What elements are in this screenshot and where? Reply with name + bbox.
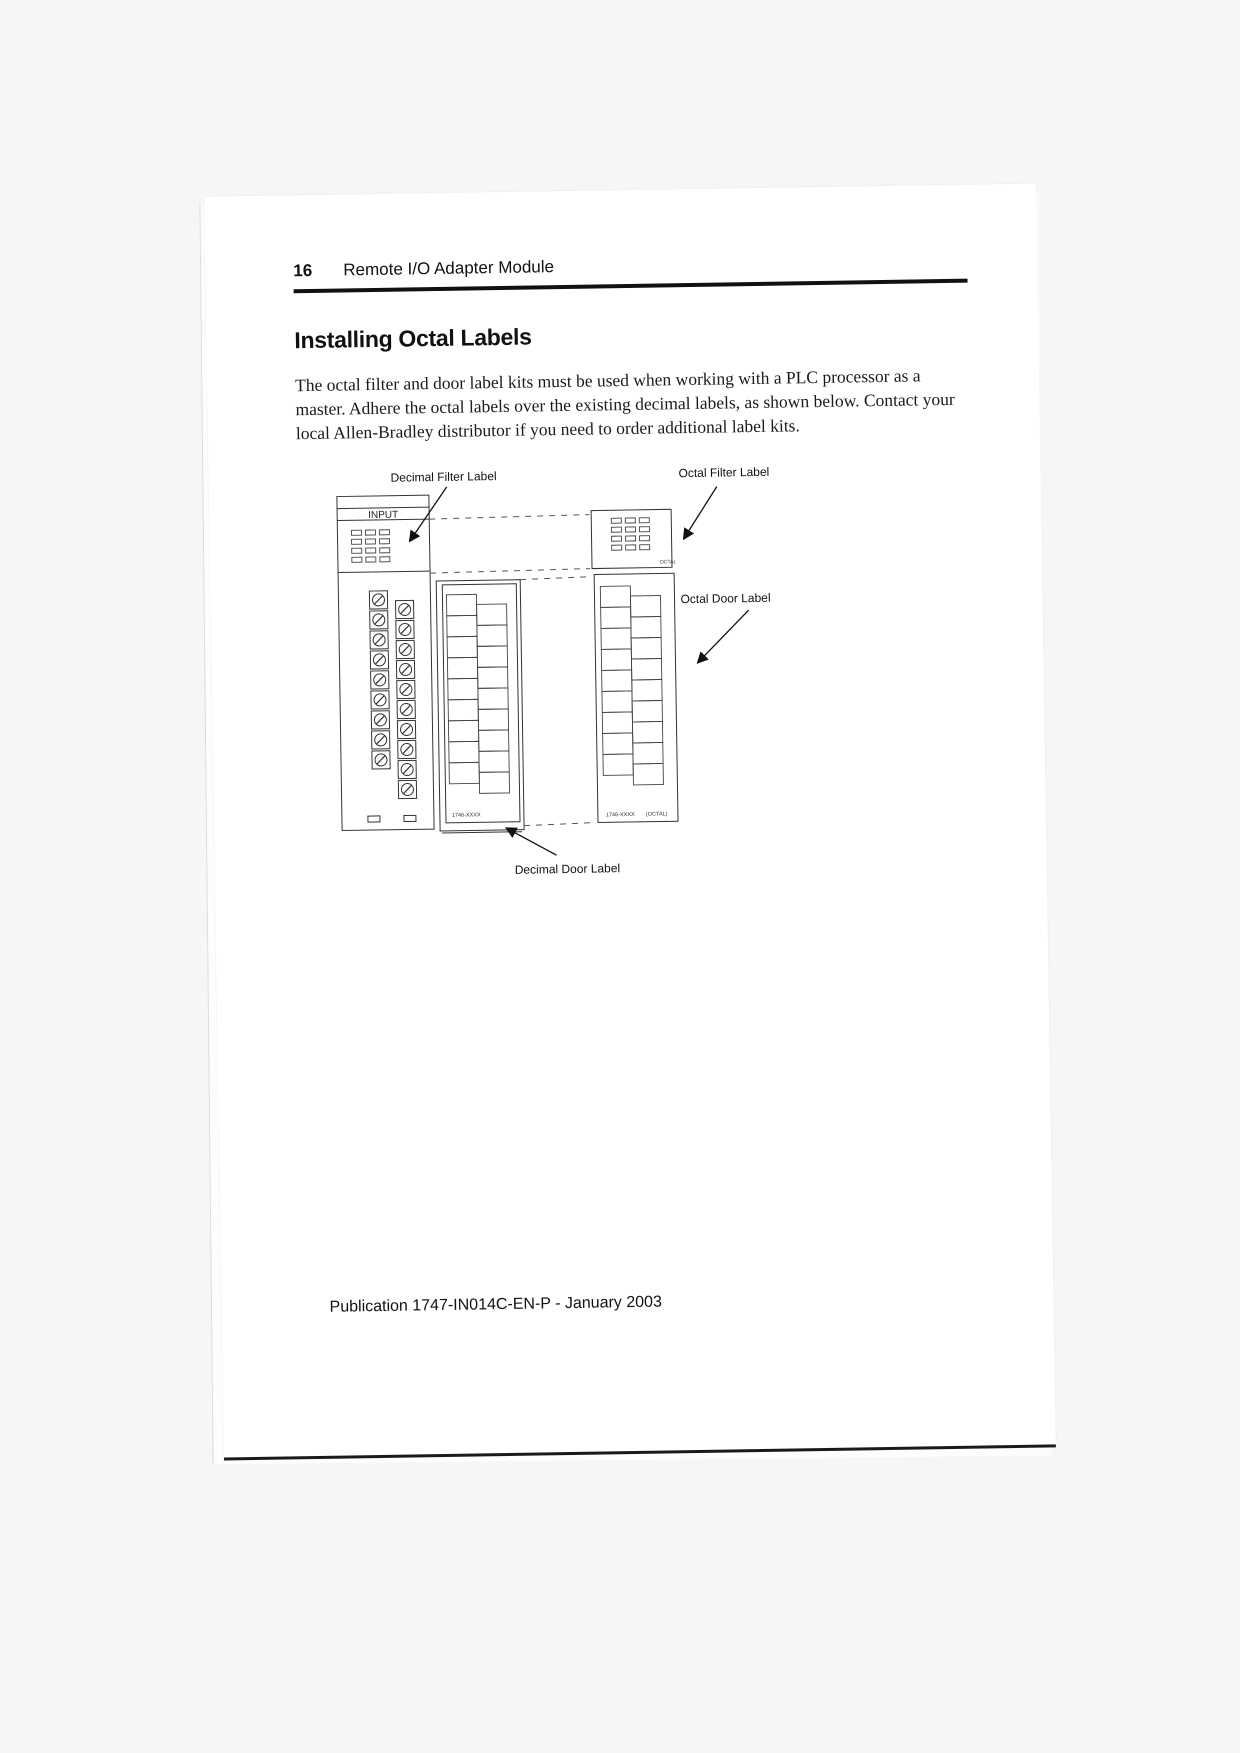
screw-slot bbox=[403, 785, 411, 793]
label-cell bbox=[639, 527, 649, 532]
module-input-text: INPUT bbox=[368, 509, 399, 522]
label-cell bbox=[352, 548, 362, 553]
door-cell bbox=[479, 772, 509, 793]
label-cell bbox=[365, 530, 375, 535]
screw-slot bbox=[376, 696, 384, 704]
door-cell bbox=[630, 595, 660, 616]
door-cell bbox=[632, 679, 662, 700]
screw-slot bbox=[377, 756, 385, 764]
label-cell bbox=[352, 539, 362, 544]
decimal-filter-grid bbox=[351, 530, 389, 563]
document-page bbox=[204, 184, 1056, 1459]
door-cell bbox=[602, 670, 632, 691]
label-cell bbox=[626, 545, 636, 550]
decimal-door-cells bbox=[446, 594, 509, 794]
door-cell bbox=[448, 678, 478, 699]
door-cell bbox=[479, 730, 509, 751]
header-rule bbox=[294, 279, 968, 294]
door-cell bbox=[477, 625, 507, 646]
label-cell bbox=[366, 548, 376, 553]
decimal-filter-callout: Decimal Filter Label bbox=[390, 469, 497, 485]
label-cell bbox=[640, 536, 650, 541]
door-cell bbox=[632, 721, 662, 742]
door-cell bbox=[601, 649, 631, 670]
door-cell bbox=[478, 667, 508, 688]
label-cell bbox=[379, 530, 389, 535]
door-cell bbox=[447, 636, 477, 657]
label-cell bbox=[380, 557, 390, 562]
door-cell bbox=[447, 657, 477, 678]
octal-door-tag: (OCTAL) bbox=[645, 811, 668, 818]
screw-slot bbox=[401, 605, 409, 613]
door-cell bbox=[631, 637, 661, 658]
octal-door-arrow bbox=[697, 610, 750, 663]
screw-slot bbox=[401, 625, 409, 633]
octal-filter-arrow bbox=[683, 487, 718, 540]
screw-slot bbox=[376, 676, 384, 684]
octal-label-figure bbox=[328, 465, 855, 893]
screw-slot bbox=[375, 656, 383, 664]
door-cell bbox=[633, 742, 663, 763]
label-cell bbox=[612, 545, 622, 550]
label-cell bbox=[380, 548, 390, 553]
screw-slot bbox=[402, 705, 410, 713]
door-cell bbox=[631, 616, 661, 637]
screw-slot bbox=[402, 665, 410, 673]
door-cell bbox=[477, 646, 507, 667]
door-cell bbox=[632, 700, 662, 721]
door-cell bbox=[447, 615, 477, 636]
door-cell bbox=[602, 691, 632, 712]
label-cell bbox=[351, 530, 361, 535]
label-cell bbox=[366, 557, 376, 562]
screw-slot bbox=[375, 636, 383, 644]
octal-door-cells bbox=[600, 585, 663, 785]
octal-filter-callout: Octal Filter Label bbox=[678, 464, 770, 481]
screw-slot bbox=[377, 736, 385, 744]
door-cell bbox=[602, 712, 632, 733]
door-cell bbox=[449, 762, 479, 783]
door-cell bbox=[478, 709, 508, 730]
label-cell bbox=[639, 518, 649, 523]
label-cell bbox=[640, 545, 650, 550]
screw-slot bbox=[403, 745, 411, 753]
decimal-door-arrow bbox=[506, 827, 556, 856]
io-module bbox=[337, 495, 434, 830]
label-cell bbox=[611, 527, 621, 532]
terminal-block bbox=[369, 590, 416, 799]
label-cell bbox=[625, 518, 635, 523]
screw-slot bbox=[401, 645, 409, 653]
publication-footer: Publication 1747-IN014C-EN-P - January 2003 bbox=[329, 1293, 663, 1316]
door-cell bbox=[479, 751, 509, 772]
module-outline bbox=[337, 495, 434, 830]
door-cell bbox=[633, 763, 663, 784]
screw-slot bbox=[375, 616, 383, 624]
door-cell bbox=[449, 741, 479, 762]
octal-label-diagram bbox=[328, 465, 855, 893]
label-cell bbox=[380, 539, 390, 544]
label-cell bbox=[612, 536, 622, 541]
decimal-door bbox=[436, 580, 524, 833]
octal-filter-tag: OCTAL bbox=[659, 559, 677, 566]
door-cell bbox=[477, 604, 507, 625]
door-cell bbox=[478, 688, 508, 709]
octal-filter-grid bbox=[611, 518, 649, 551]
screw-slot bbox=[402, 725, 410, 733]
page-header bbox=[293, 251, 967, 281]
decimal-door-callout: Decimal Door Label bbox=[514, 861, 621, 877]
page-number: 16 bbox=[293, 260, 313, 281]
door-cell bbox=[603, 733, 633, 754]
label-cell bbox=[366, 539, 376, 544]
screw-slot bbox=[402, 685, 410, 693]
running-title: Remote I/O Adapter Module bbox=[343, 257, 555, 280]
label-cell bbox=[352, 557, 362, 562]
octal-door-part-number: 1746-XXXX bbox=[605, 811, 635, 819]
door-cell bbox=[600, 586, 630, 607]
module-slot-right bbox=[404, 815, 416, 821]
label-cell bbox=[611, 518, 621, 523]
label-cell bbox=[626, 536, 636, 541]
section-paragraph: The octal filter and door label kits must be used when working with a PLC processor as a master. Adhere the octal labels over the existing decimal labels, as shown below. Contact your local Allen-Bradley distributor if you need to order additional label kits. bbox=[294, 365, 955, 444]
door-cell bbox=[603, 754, 633, 775]
section-heading: Installing Octal Labels bbox=[294, 323, 532, 354]
door-cell bbox=[446, 594, 476, 615]
screw-slot bbox=[374, 596, 382, 604]
decimal-door-part-number: 1746-XXXX bbox=[451, 812, 481, 819]
label-cell bbox=[625, 527, 635, 532]
door-cell bbox=[601, 628, 631, 649]
alignment-guides bbox=[429, 515, 596, 828]
screw-slot bbox=[403, 765, 411, 773]
screw-slot bbox=[376, 716, 384, 724]
door-cell bbox=[631, 658, 661, 679]
octal-door-callout: Octal Door Label bbox=[680, 590, 771, 607]
door-cell bbox=[448, 720, 478, 741]
door-cell bbox=[448, 699, 478, 720]
door-cell bbox=[601, 607, 631, 628]
module-slot-left bbox=[368, 816, 380, 822]
